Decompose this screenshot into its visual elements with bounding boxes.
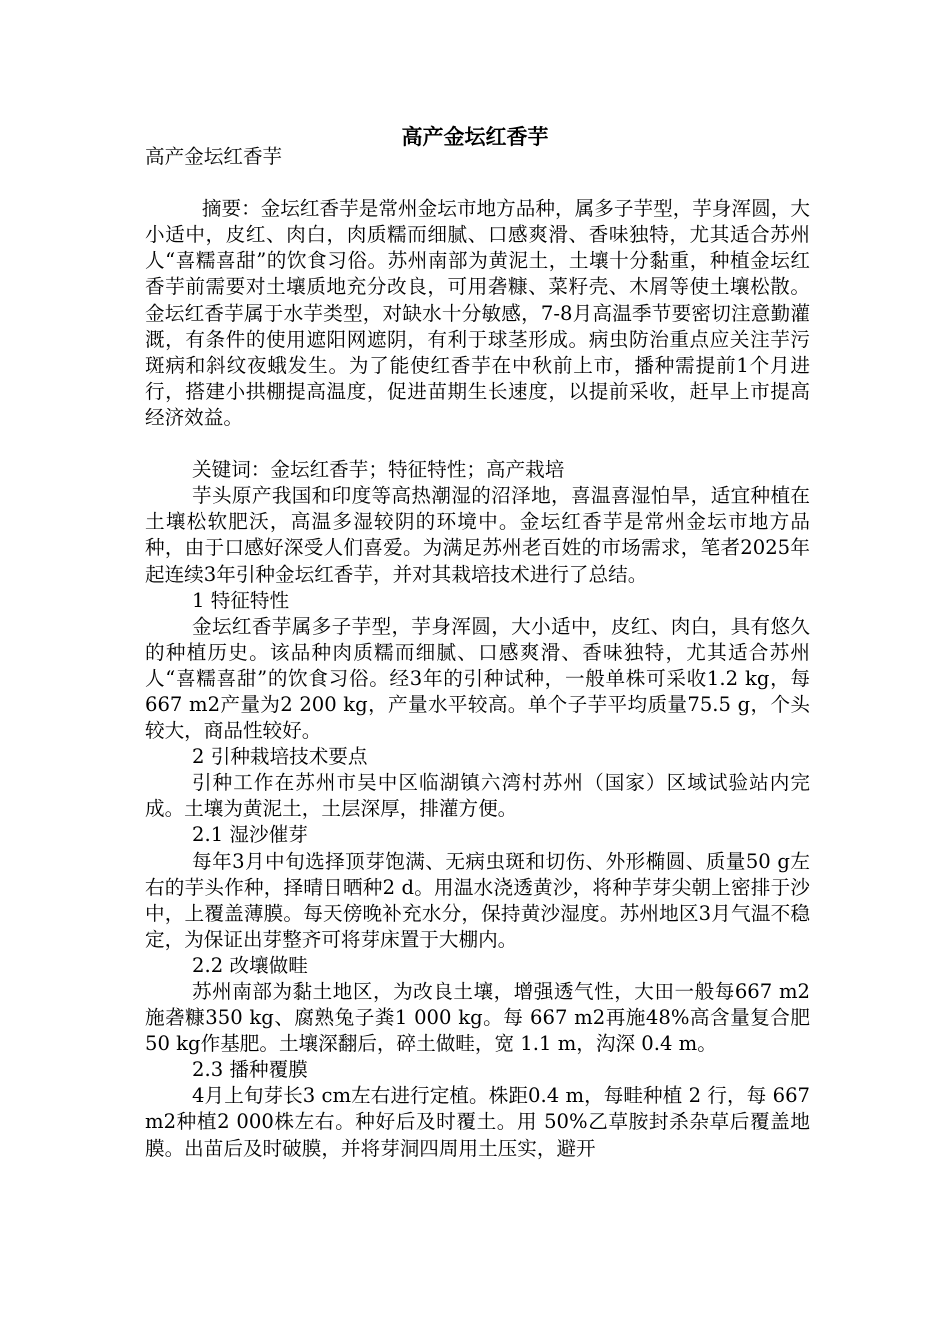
document-body [145, 144, 810, 1162]
body-paragraph: 引种工作在苏州市吴中区临湖镇六湾村苏州（国家）区域试验站内完成。土壤为黄泥土，土层深厚，排灌方便。 [145, 771, 810, 821]
body-paragraph: 2.1 湿沙催芽 [192, 823, 308, 847]
subtitle-paragraph: 高产金坛红香芋 [145, 145, 283, 168]
body-paragraph: 2.3 播种覆膜 [192, 1058, 308, 1082]
blank-line [145, 170, 810, 196]
blank-line [145, 431, 810, 457]
body-paragraph: 摘要：金坛红香芋是常州金坛市地方品种，属多子芋型，芋身浑圆，大小适中，皮红、肉白，肉质糯而细腻、口感爽滑、香味独特，尤其适合苏州人“喜糯喜甜”的饮食习俗。苏州南部为黄泥土，土壤十分黏重，种植金坛红香芋前需要对土壤质地充分改良，可用砻糠、菜籽壳、木屑等使土壤松散。金坛红香芋属于水芋类型，对缺水十分敏感，7-8月高温季节要密切注意勤灌溉，有条件的使用遮阳网遮阴，有利于球茎形成。病虫防治重点应关注芋污斑病和斜纹夜蛾发生。为了能使红香芋在中秋前上市，播种需提前1个月进行，搭建小拱棚提高温度，促进苗期生长速度，以提前采收，赶早上市提高经济效益。 [145, 197, 810, 429]
body-paragraph: 每年3月中旬选择顶芽饱满、无病虫斑和切伤、外形椭圆、质量50 g左右的芋头作种，择晴日晒种2 d。用温水浇透黄沙，将种芋芽尖朝上密排于沙中，上覆盖薄膜。每天傍晚补充水分，保持黄沙湿度。苏州地区3月气温不稳定，为保证出芽整齐可将芽床置于大棚内。 [145, 849, 810, 951]
body-paragraph: 苏州南部为黏土地区，为改良土壤，增强透气性，大田一般每667 m2施砻糠350 kg、腐熟兔子粪1 000 kg。每 667 m2再施48%高含量复合肥 50 kg作基肥。土壤深翻后，碎土做畦，宽 1.1 m，沟深 0.4 m。 [145, 980, 810, 1056]
body-paragraph: 关键词：金坛红香芋；特征特性；高产栽培 [192, 458, 565, 482]
body-paragraph: 2.2 改壤做畦 [192, 953, 308, 977]
body-paragraph: 金坛红香芋属多子芋型，芋身浑圆，大小适中，皮红、肉白，具有悠久的种植历史。该品种肉质糯而细腻、口感爽滑、香味独特，尤其适合苏州人“喜糯喜甜”的饮食习俗。经3年的引种试种，一般单株可采收1.2 kg，每667 m2产量为2 200 kg，产量水平较高。单个子芋平均质量75.5 g，个头较大，商品性较好。 [145, 614, 810, 743]
body-paragraph: 1 特征特性 [192, 588, 290, 612]
body-paragraph: 4月上旬芽长3 cm左右进行定植。株距0.4 m，每畦种植 2 行，每 667 m2种植2 000株左右。种好后及时覆土。用 50%乙草胺封杀杂草后覆盖地膜。出苗后及时破膜，并将芽洞四周用土压实，避开 [145, 1084, 810, 1160]
body-paragraph: 芋头原产我国和印度等高热潮湿的沼泽地，喜温喜湿怕旱，适宜种植在土壤松软肥沃，高温多湿较阴的环境中。金坛红香芋是常州金坛市地方品种，由于口感好深受人们喜爱。为满足苏州老百姓的市场需求，笔者2025年起连续3年引种金坛红香芋，并对其栽培技术进行了总结。 [145, 484, 810, 586]
body-paragraph: 2 引种栽培技术要点 [192, 745, 368, 769]
document-title: 高产金坛红香芋 [401, 125, 549, 149]
